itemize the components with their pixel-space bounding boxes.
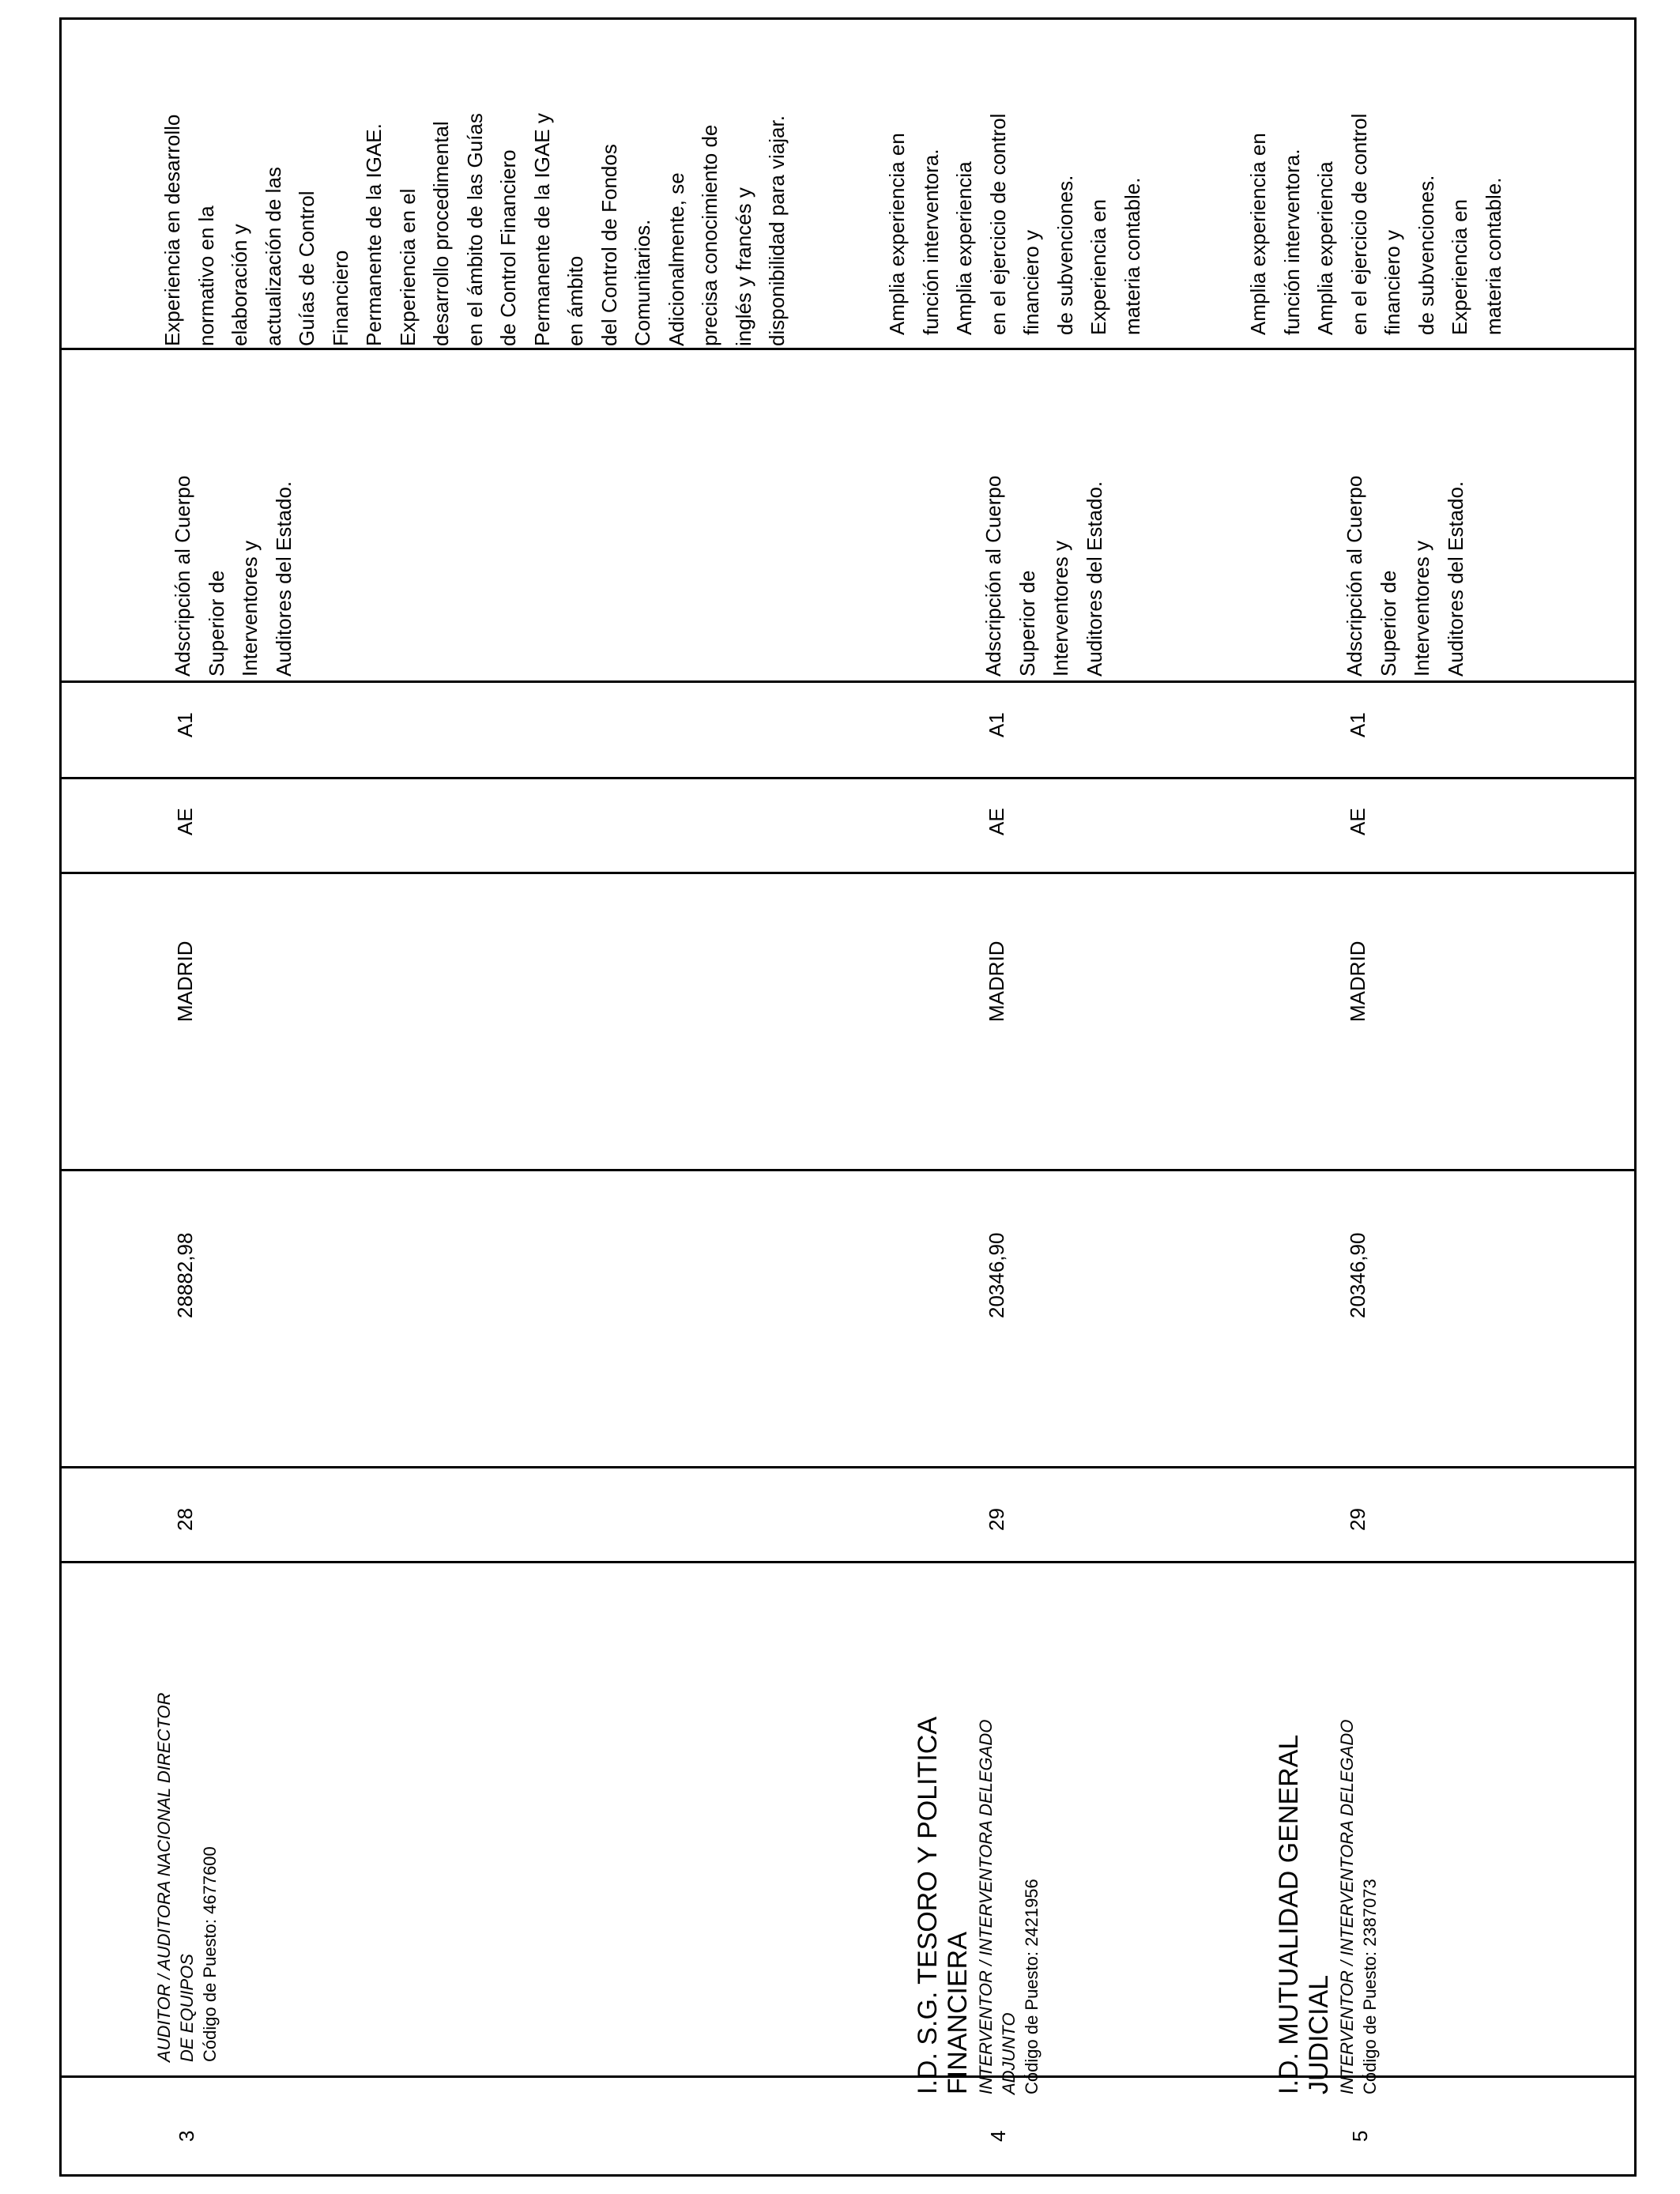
specific-complement: 20346,90 xyxy=(1346,1232,1369,1318)
administration: AE xyxy=(985,808,1008,835)
merits xyxy=(156,113,794,346)
requirements xyxy=(166,476,300,677)
merits-line: Permanente de la IGAE y xyxy=(529,113,554,346)
specific-complement: 28882,98 xyxy=(173,1232,197,1318)
job-title-line: INTERVENTOR / INTERVENTORA DELEGADO xyxy=(976,1719,996,2094)
merits-line: financiero y xyxy=(1019,230,1043,335)
merits-line: Amplia experiencia en xyxy=(885,133,909,335)
requirements-line: Interventores y xyxy=(1410,541,1433,677)
requirements-line: Adscripción al Cuerpo xyxy=(981,475,1005,677)
merits-line: materia contable. xyxy=(1120,177,1144,335)
merits-line: del Control de Fondos xyxy=(597,144,621,346)
requirements-line: Auditores del Estado. xyxy=(1443,481,1467,677)
row-number: 4 xyxy=(986,2130,1010,2142)
merits-line: de subvenciones. xyxy=(1414,175,1438,335)
administration: AE xyxy=(1346,808,1369,835)
requirements xyxy=(1338,476,1472,677)
merits-line: en el ejercicio de control xyxy=(1347,113,1371,335)
unit-title-line: I.D. MUTUALIDAD GENERAL xyxy=(1274,1734,1304,2094)
requirements xyxy=(977,476,1111,677)
merits-line: en el ámbito de las Guías xyxy=(462,113,487,346)
requirements-line: Auditores del Estado. xyxy=(1082,481,1106,677)
job-code: Código de Puesto: 2421956 xyxy=(1022,1879,1042,2094)
merits-line: Experiencia en xyxy=(1087,199,1110,335)
requirements-line: Adscripción al Cuerpo xyxy=(1343,475,1366,677)
job-title-line: ADJUNTO xyxy=(999,2012,1019,2094)
locality: MADRID xyxy=(985,941,1008,1022)
merits-line: Amplia experiencia xyxy=(952,161,976,335)
merits-line: actualización de las xyxy=(261,167,285,346)
merits-line: inglés y francés y xyxy=(731,187,755,346)
merits-line: normativo en la xyxy=(194,205,218,346)
merits-line: Experiencia en xyxy=(1448,199,1471,335)
merits-line: en el ejercicio de control xyxy=(985,113,1010,335)
merits-line: de Control Financiero xyxy=(496,149,520,346)
group: A1 xyxy=(985,712,1008,737)
merits-line: función interventora. xyxy=(918,149,943,335)
merits xyxy=(880,114,1149,335)
row-number: 3 xyxy=(175,2130,198,2142)
column-divider xyxy=(59,348,1637,350)
column-divider xyxy=(59,1561,1637,1563)
merits-line: Experiencia en desarrollo xyxy=(160,114,184,346)
requirements-line: Superior de xyxy=(1015,570,1039,677)
administration: AE xyxy=(173,808,197,835)
level: 29 xyxy=(985,1508,1008,1531)
merits-line: Experiencia en el xyxy=(395,188,420,346)
column-divider xyxy=(59,1466,1637,1468)
merits xyxy=(1241,114,1510,335)
column-divider xyxy=(59,2075,1637,2078)
requirements-line: Superior de xyxy=(204,570,228,677)
merits-line: financiero y xyxy=(1381,230,1404,335)
unit-title-line: I.D. S.G. TESORO Y POLITICA xyxy=(913,1716,943,2094)
merits-line: Amplia experiencia xyxy=(1313,161,1337,335)
merits-line: Guías de Control xyxy=(295,190,318,346)
specific-complement: 20346,90 xyxy=(985,1232,1008,1318)
merits-line: materia contable. xyxy=(1481,177,1505,335)
requirements-line: Adscripción al Cuerpo xyxy=(171,475,194,677)
requirements-line: Interventores y xyxy=(238,541,262,677)
merits-line: en ámbito xyxy=(563,255,587,346)
requirements-line: Superior de xyxy=(1376,570,1400,677)
merits-line: desarrollo procedimental xyxy=(429,121,453,346)
column-divider xyxy=(59,1169,1637,1171)
column-divider xyxy=(59,872,1637,874)
requirements-line: Auditores del Estado. xyxy=(271,481,296,677)
row-number: 5 xyxy=(1348,2130,1372,2142)
unit-title-line: FINANCIERA xyxy=(943,1932,973,2094)
job-title-line: DE EQUIPOS xyxy=(177,1954,197,2062)
column-divider xyxy=(59,777,1637,779)
group: A1 xyxy=(173,712,197,737)
column-divider xyxy=(59,680,1637,683)
job-title-line: INTERVENTOR / INTERVENTORA DELEGADO xyxy=(1337,1719,1357,2094)
level: 28 xyxy=(173,1508,197,1531)
locality: MADRID xyxy=(173,941,197,1022)
merits-line: disponibilidad para viajar. xyxy=(765,115,789,346)
merits-line: precisa conocimiento de xyxy=(698,124,721,346)
merits-line: función interventora. xyxy=(1279,149,1304,335)
job-title-line: AUDITOR / AUDITORA NACIONAL DIRECTOR xyxy=(154,1692,174,2062)
locality: MADRID xyxy=(1346,941,1369,1022)
merits-line: Adicionalmente, se xyxy=(664,172,688,346)
job-code: Código de Puesto: 2387073 xyxy=(1360,1879,1380,2094)
merits-line: Amplia experiencia en xyxy=(1246,133,1270,335)
requirements-line: Interventores y xyxy=(1049,541,1072,677)
job-code: Código de Puesto: 4677600 xyxy=(200,1846,220,2062)
merits-line: elaboración y xyxy=(228,224,251,346)
merits-line: de subvenciones. xyxy=(1053,175,1077,335)
merits-line: Financiero xyxy=(328,250,352,346)
group: A1 xyxy=(1346,712,1369,737)
unit-title-line: JUDICIAL xyxy=(1304,1974,1334,2094)
merits-line: Comunitarios. xyxy=(631,219,654,346)
merits-line: Permanente de la IGAE. xyxy=(362,123,386,346)
level: 29 xyxy=(1346,1508,1369,1531)
